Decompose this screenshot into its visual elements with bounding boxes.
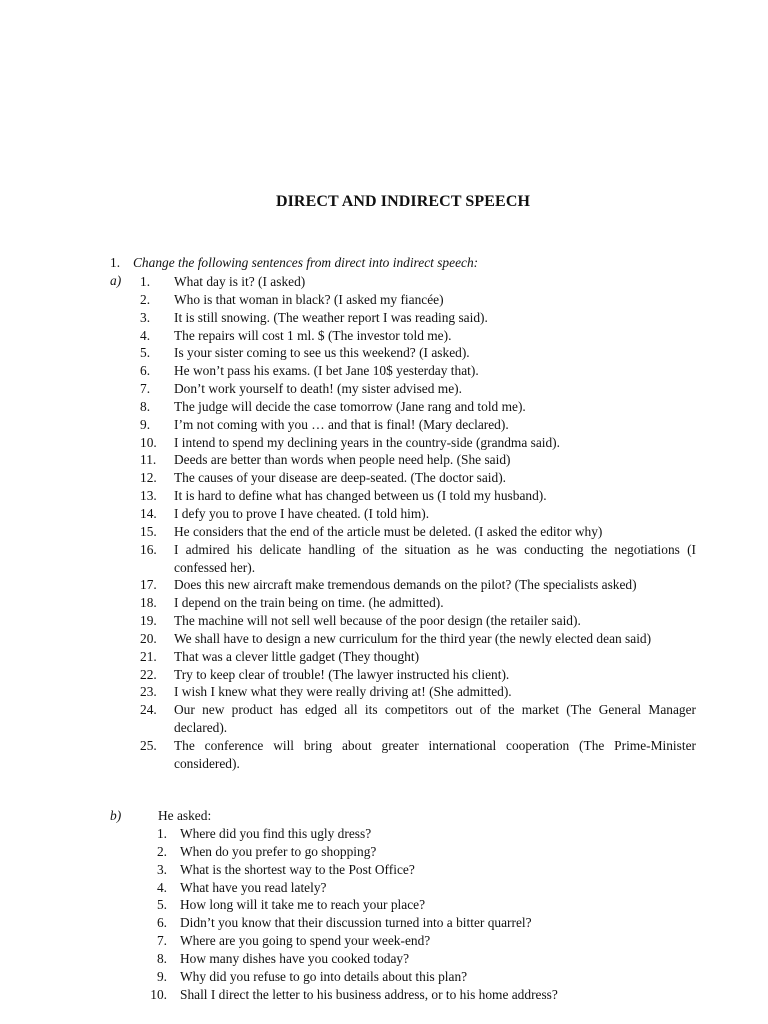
section-a-item <box>140 737 696 773</box>
section-a-item-text: It is still snowing. (The weather report I was reading said). <box>174 309 488 325</box>
section-a-item-number: 18. <box>140 595 157 611</box>
section-b-item <box>140 914 700 932</box>
section-b-item-number: 4. <box>156 879 167 895</box>
page-title: DIRECT AND INDIRECT SPEECH <box>275 193 531 210</box>
section-a-item-text: I wish I knew what they were really driving at! (She admitted). <box>174 684 512 700</box>
section-a-item-number: 19. <box>140 613 157 629</box>
section-a-item-number: 17. <box>140 577 157 593</box>
section-a-item-text: I’m not coming with you … and that is final! (Mary declared). <box>174 416 509 432</box>
section-a-item <box>140 362 696 380</box>
section-b-item-number: 6. <box>156 915 167 931</box>
section-a-item-number: 1. <box>140 274 151 289</box>
section-a-item-text: It is hard to define what has changed between us (I told my husband). <box>174 488 547 504</box>
section-b-item-text: What is the shortest way to the Post Office? <box>180 861 415 877</box>
section-a-item-number: 2. <box>140 291 151 307</box>
section-b-item <box>140 843 700 861</box>
section-a-item <box>140 505 696 523</box>
section-a-item-number: 25. <box>140 737 157 753</box>
section-a-item-text: That was a clever little gadget (They thought) <box>174 648 420 664</box>
section-a-item-text: I admired his delicate handling of the situation as he was conducting the negotiations (I confessed her). <box>174 541 696 575</box>
section-a-item-number: 14. <box>140 505 157 521</box>
section-a-item <box>140 487 696 505</box>
section-b-item-text: Didn’t you know that their discussion turned into a bitter quarrel? <box>180 915 532 931</box>
section-a-item-text: He considers that the end of the article must be deleted. (I asked the editor why) <box>174 523 603 539</box>
section-a-item-number: 23. <box>140 684 157 700</box>
section-b-item-number: 10. <box>150 986 167 1002</box>
section-a-item-number: 12. <box>140 470 157 486</box>
section-b-item <box>140 932 700 950</box>
task-number: 1. <box>110 255 121 270</box>
section-a-item <box>140 541 696 577</box>
section-a-item <box>140 701 696 737</box>
section-a-item-number: 6. <box>140 363 151 379</box>
section-a-item-number: 8. <box>140 398 151 414</box>
section-a-item <box>140 612 696 630</box>
section-a-item <box>140 576 696 594</box>
section-a-item <box>140 648 696 666</box>
section-a-item-number: 10. <box>140 434 157 450</box>
section-b-item-text: How many dishes have you cooked today? <box>180 950 410 966</box>
section-a-item-number: 22. <box>140 666 157 682</box>
section-a-item <box>140 309 696 327</box>
section-b-item-text: What have you read lately? <box>180 879 327 895</box>
section-b-item-number: 1. <box>156 826 167 841</box>
section-a-item-number: 3. <box>140 309 151 325</box>
section-a-item-text: I intend to spend my declining years in the country-side (grandma said). <box>174 434 560 450</box>
section-a-item-text: Who is that woman in black? (I asked my fiancée) <box>174 291 444 307</box>
section-a-item-text: Try to keep clear of trouble! (The lawyer instructed his client). <box>174 666 510 682</box>
section-b-item <box>140 825 700 843</box>
section-a-item-number: 24. <box>140 702 157 718</box>
section-b-item-text: How long will it take me to reach your place? <box>180 897 426 913</box>
section-a-item-text: The judge will decide the case tomorrow (Jane rang and told me). <box>174 398 526 414</box>
section-a-item <box>140 416 696 434</box>
section-a-item-text: The machine will not sell well because of the poor design (the retailer said). <box>174 613 581 629</box>
section-b-marker: b) <box>110 808 122 823</box>
section-a-item <box>140 344 696 362</box>
section-a-item-text: I defy you to prove I have cheated. (I told him). <box>174 505 430 521</box>
section-a-item-number: 11. <box>140 452 157 468</box>
section-b-item <box>140 879 700 897</box>
section-a-item-number: 7. <box>140 381 151 397</box>
section-a-item-number: 20. <box>140 630 157 646</box>
section-b-item-number: 8. <box>156 950 167 966</box>
section-a-item <box>140 594 696 612</box>
section-b-item-text: Where are you going to spend your week-end? <box>180 933 431 949</box>
section-a-item-text: We shall have to design a new curriculum for the third year (the newly elected dean said) <box>174 630 652 646</box>
section-a-marker: a) <box>110 273 122 288</box>
section-a-item <box>140 380 696 398</box>
section-a-item-text: Deeds are better than words when people need help. (She said) <box>174 452 511 468</box>
section-a-item <box>140 291 696 309</box>
task-instruction-text: Change the following sentences from direct into indirect speech: <box>133 255 479 270</box>
section-a-item-text: Our new product has edged all its competitors out of the market (The General Manager declared). <box>174 702 696 736</box>
section-b-item-text: When do you prefer to go shopping? <box>180 843 377 859</box>
section-a-item-text: Does this new aircraft make tremendous demands on the pilot? (The specialists asked) <box>174 577 637 593</box>
section-b-item-number: 3. <box>156 861 167 877</box>
section-a-item-text: I depend on the train being on time. (he admitted). <box>174 595 444 611</box>
section-a-item <box>140 666 696 684</box>
section-a-item <box>140 327 696 345</box>
section-b-item <box>140 986 700 1004</box>
section-a-item <box>140 398 696 416</box>
section-a-item <box>140 434 696 452</box>
section-a-item <box>140 451 696 469</box>
section-a-item-number: 21. <box>140 648 157 664</box>
section-b-intro: He asked: <box>158 808 212 823</box>
section-a-item-text: He won’t pass his exams. (I bet Jane 10$ yesterday that). <box>174 363 479 379</box>
section-a-item-text: What day is it? (I asked) <box>174 274 306 289</box>
section-a-item-text: Is your sister coming to see us this weekend? (I asked). <box>174 345 470 361</box>
section-b-list <box>140 825 700 1003</box>
section-a-item <box>140 523 696 541</box>
section-a-item-number: 16. <box>140 541 157 557</box>
section-a-item-text: The conference will bring about greater international cooperation (The Prime-Minister considered). <box>174 737 696 771</box>
section-a-list <box>140 273 696 773</box>
section-a-item-number: 5. <box>140 345 151 361</box>
section-b-item <box>140 861 700 879</box>
section-a-item <box>140 683 696 701</box>
section-a-item <box>140 469 696 487</box>
section-b-item <box>140 968 700 986</box>
section-b-item <box>140 950 700 968</box>
section-a-item-text: The causes of your disease are deep-seated. (The doctor said). <box>174 470 507 486</box>
section-b-item-text: Where did you find this ugly dress? <box>180 826 372 841</box>
section-b-item-number: 7. <box>156 933 167 949</box>
section-a-item-text: Don’t work yourself to death! (my sister advised me). <box>174 381 462 397</box>
section-b-item-text: Why did you refuse to go into details about this plan? <box>180 968 468 984</box>
section-b-item-number: 5. <box>156 897 167 913</box>
section-a-item <box>140 630 696 648</box>
task-instruction <box>110 255 478 271</box>
section-a-item-number: 13. <box>140 488 157 504</box>
section-b-item-number: 9. <box>156 968 167 984</box>
section-a-item-number: 9. <box>140 416 151 432</box>
section-b-item-text: Shall I direct the letter to his business address, or to his home address? <box>180 986 558 1002</box>
section-a-item <box>140 273 696 291</box>
section-a-item-number: 15. <box>140 523 157 539</box>
section-b-item-number: 2. <box>156 843 167 859</box>
section-b-item <box>140 896 700 914</box>
section-a-item-number: 4. <box>140 327 151 343</box>
section-a-item-text: The repairs will cost 1 ml. $ (The investor told me). <box>174 327 452 343</box>
